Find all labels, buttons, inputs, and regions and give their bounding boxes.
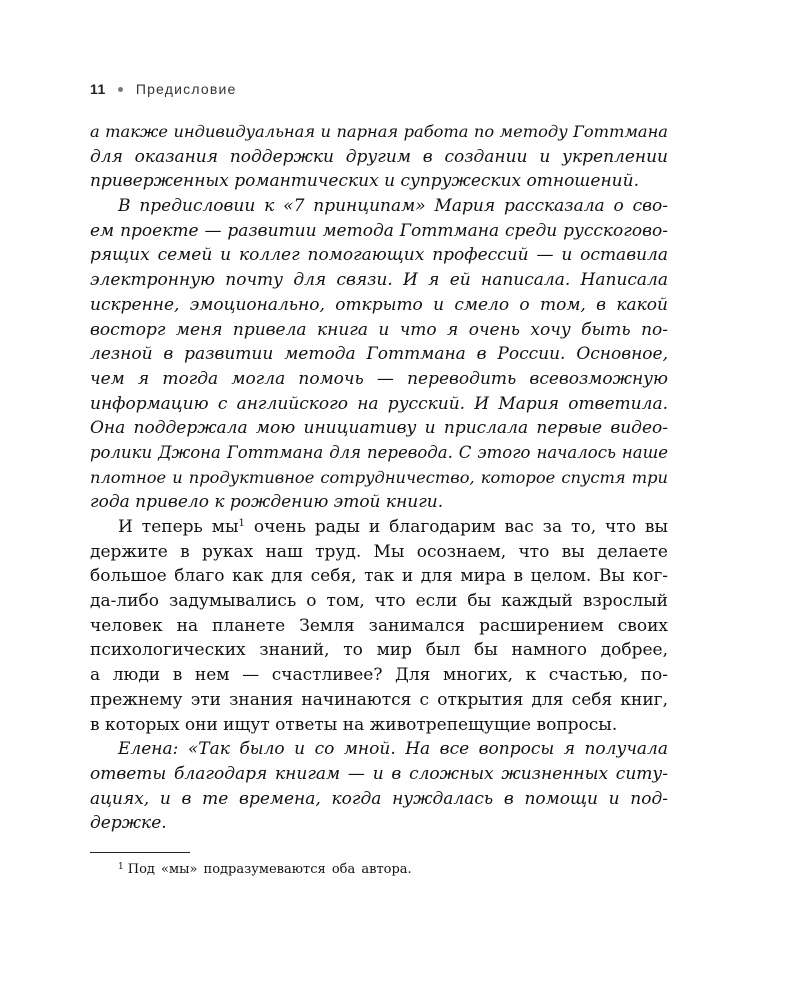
section-title: Предисловие (135, 81, 237, 97)
text-fragment: очень рады и благодарим вас за то, что вы (244, 517, 668, 537)
text-line: искренне, эмоционально, открыто и смело о том, в какой (90, 294, 668, 315)
text-line: плотное и продуктивное сотрудничество, которое спустя три (90, 467, 668, 487)
page-number: 11 (90, 81, 106, 97)
footnote (118, 862, 412, 877)
paragraph-4 (90, 737, 668, 836)
footnote-reference[interactable]: 1 (238, 518, 245, 529)
text-line: Елена: «Так было и со мной. На все вопросы я получала (118, 739, 668, 760)
body-text (90, 120, 668, 836)
paragraph-1 (90, 120, 668, 194)
bullet-separator-icon (118, 87, 123, 92)
text-line: чем я тогда могла помочь — переводить всевозможную (90, 368, 668, 389)
text-line: Она поддержала мою инициативу и прислала первые видео- (90, 418, 668, 439)
text-line: держите в руках наш труд. Мы осознаем, что вы делаете (90, 541, 668, 562)
text-line: ролики Джона Готтмана для перевода. С этого началось наше (90, 442, 668, 462)
text-line: в которых они ищут ответы на животрепещущие вопросы. (90, 714, 618, 735)
text-line: электронную почту для связи. И я ей написала. Написала (90, 270, 668, 291)
text-line: приверженных романтических и супружеских отношений. (90, 171, 639, 192)
text-line: рящих семей и коллег помогающих профессий — и оставила (90, 245, 668, 266)
text-line: ем проекте — развитии метода Готтмана среди русскогово- (90, 220, 668, 241)
running-head (90, 80, 237, 98)
text-line: для оказания поддержки другим в создании и укреплении (90, 146, 668, 167)
text-line: информацию с английского на русский. И Мария ответила. (90, 393, 668, 414)
text-line: держке. (90, 813, 167, 834)
text-fragment: И теперь мы (118, 517, 239, 537)
text-line: года привело к рождению этой книги. (90, 492, 444, 513)
text-line: ациях, и в те времена, когда нуждалась в помощи и под- (90, 788, 668, 809)
text-line: а люди в нем — счастливее? Для многих, к счастью, по- (90, 665, 668, 686)
footnote-mark: 1 (118, 862, 124, 872)
footnote-text: Под «мы» подразумеваются оба автора. (127, 862, 412, 877)
text-line: ответы благодаря книгам — и в сложных жизненных ситу- (90, 763, 668, 784)
text-line: лезной в развитии метода Готтмана в России. Основное, (90, 344, 668, 365)
text-line: человек на планете Земля занимался расширением своих (90, 615, 668, 636)
text-line: психологических знаний, то мир был бы намного добрее, (90, 640, 668, 661)
paragraph-3 (90, 515, 668, 737)
text-line: восторг меня привела книга и что я очень хочу быть по- (90, 319, 668, 340)
text-line: большое благо как для себя, так и для мира в целом. Вы ког- (90, 566, 668, 587)
paragraph-2 (90, 194, 668, 515)
text-line: В предисловии к «7 принципам» Мария рассказала о сво- (118, 196, 668, 217)
footnote-divider (90, 852, 190, 853)
text-line: да-либо задумывались о том, что если бы каждый взрослый (90, 591, 668, 612)
text-line: а также индивидуальная и парная работа по методу Готтмана (90, 122, 668, 141)
text-line (90, 515, 668, 540)
text-line: прежнему эти знания начинаются с открытия для себя книг, (90, 689, 668, 710)
